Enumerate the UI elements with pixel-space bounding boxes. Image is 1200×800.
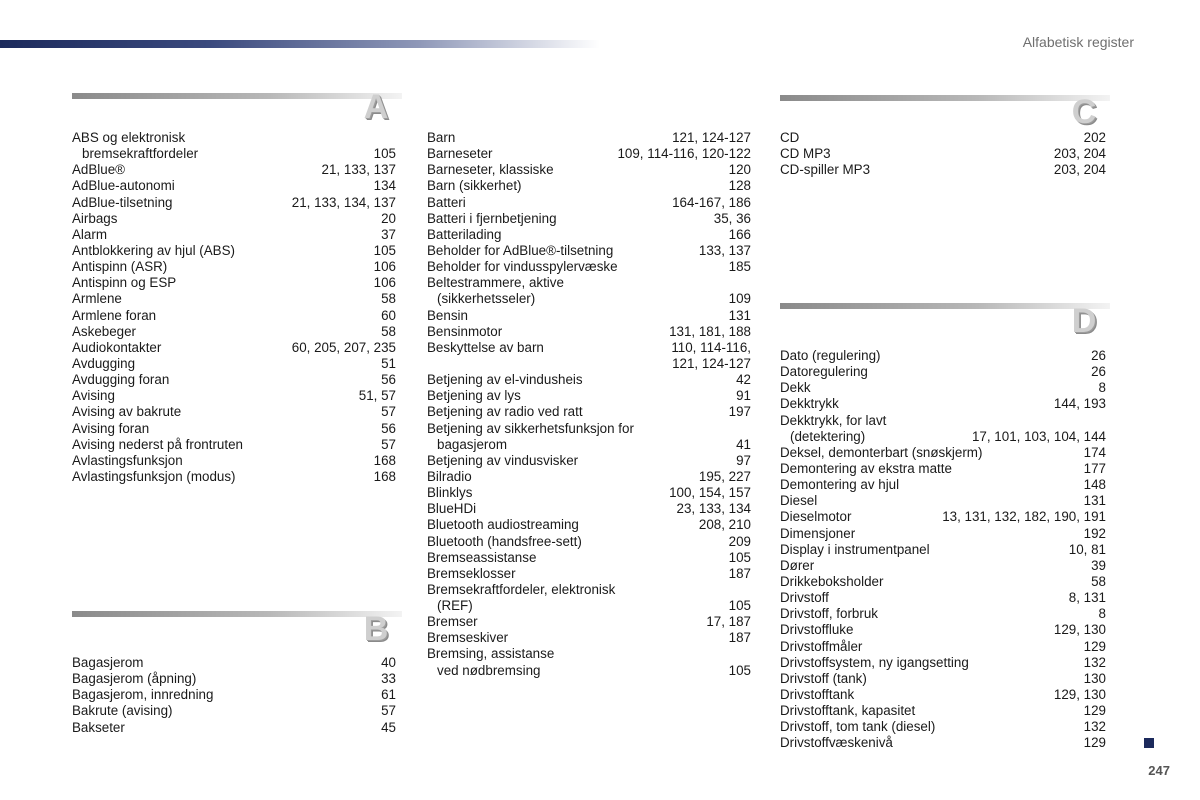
index-entry: BlueHDi 23, 133, 134 bbox=[427, 501, 751, 517]
index-entry: 121, 124-127 bbox=[672, 355, 751, 371]
index-entry: Demontering av hjul 148 bbox=[780, 477, 1106, 493]
index-entry: Antispinn og ESP 106 bbox=[72, 275, 396, 291]
index-entry: Dimensjoner 192 bbox=[780, 525, 1106, 541]
index-entry: Drivstoff (tank) 130 bbox=[780, 670, 1106, 686]
index-entry: Barneseter, klassiske 120 bbox=[427, 162, 751, 178]
index-entry: Blinklys 100, 154, 157 bbox=[427, 485, 751, 501]
index-entry: Avising nederst på frontruten 57 bbox=[72, 436, 396, 452]
index-entry: Betjening av vindusvisker 97 bbox=[427, 452, 751, 468]
index-entry: Bagasjerom 40 bbox=[72, 654, 396, 670]
index-entry: Barneseter 109, 114-116, 120-122 bbox=[427, 146, 751, 162]
index-entry: Batterilading 166 bbox=[427, 226, 751, 242]
section-b-letter: B bbox=[363, 610, 389, 648]
index-entry: Beltestrammere, aktive bbox=[427, 275, 564, 291]
index-entry: Dieselmotor 13, 131, 132, 182, 190, 191 bbox=[780, 509, 1106, 525]
index-entry: Drivstoffmåler 129 bbox=[780, 638, 1106, 654]
index-entry: Alarm 37 bbox=[72, 226, 396, 242]
index-entry: Drivstoff, tom tank (diesel) 132 bbox=[780, 719, 1106, 735]
section-a-bar bbox=[72, 93, 402, 99]
index-entry: CD MP3 203, 204 bbox=[780, 146, 1106, 162]
index-entry: (detektering) 17, 101, 103, 104, 144 bbox=[790, 428, 1106, 444]
index-entry: Display i instrumentpanel 10, 81 bbox=[780, 541, 1106, 557]
index-entry: Batteri 164-167, 186 bbox=[427, 194, 751, 210]
index-entry: Drivstoff 8, 131 bbox=[780, 590, 1106, 606]
index-entry: Dekktrykk 144, 193 bbox=[780, 396, 1106, 412]
index-entry: Avdugging 51 bbox=[72, 355, 396, 371]
index-entry: Bagasjerom (åpning) 33 bbox=[72, 671, 396, 687]
index-entry: Batteri i fjernbetjening 35, 36 bbox=[427, 210, 751, 226]
index-entry: Avising 51, 57 bbox=[72, 388, 396, 404]
index-entry: AdBlue® 21, 133, 137 bbox=[72, 162, 396, 178]
index-entry: ABS og elektronisk bbox=[72, 129, 186, 145]
index-entry: Bremseassistanse 105 bbox=[427, 549, 751, 565]
index-entry: Drivstofftank 129, 130 bbox=[780, 686, 1106, 702]
index-entry: Datoregulering 26 bbox=[780, 364, 1106, 380]
index-entry: Betjening av el-vindusheis 42 bbox=[427, 372, 751, 388]
index-entry: Bensinmotor 131, 181, 188 bbox=[427, 323, 751, 339]
index-list-a bbox=[72, 130, 396, 485]
section-c-bar bbox=[780, 95, 1110, 101]
index-entry: Demontering av ekstra matte 177 bbox=[780, 460, 1106, 476]
index-entry: Bremsing, assistanse bbox=[427, 646, 555, 662]
index-entry: Audiokontakter 60, 205, 207, 235 bbox=[72, 339, 396, 355]
index-entry: Bilradio 195, 227 bbox=[427, 468, 751, 484]
index-entry: Drivstoffsystem, ny igangsetting 132 bbox=[780, 654, 1106, 670]
index-entry: Bagasjerom, innredning 61 bbox=[72, 687, 396, 703]
index-entry: Drivstoffluke 129, 130 bbox=[780, 622, 1106, 638]
index-entry: Avlastingsfunksjon (modus) 168 bbox=[72, 468, 396, 484]
page-marker-square bbox=[1144, 738, 1154, 748]
index-entry: Bremseskiver 187 bbox=[427, 630, 751, 646]
index-entry: Drivstoff, forbruk 8 bbox=[780, 606, 1106, 622]
index-entry: Betjening av sikkerhetsfunksjon for bbox=[427, 420, 634, 436]
index-entry: ved nødbremsing 105 bbox=[437, 662, 751, 678]
index-entry: Bakrute (avising) 57 bbox=[72, 703, 396, 719]
index-list-b bbox=[72, 655, 396, 736]
index-entry: Drikkeboksholder 58 bbox=[780, 573, 1106, 589]
index-entry: Bensin 131 bbox=[427, 307, 751, 323]
index-entry: Bakseter 45 bbox=[72, 719, 396, 735]
section-a-letter: A bbox=[363, 88, 389, 126]
index-entry: (REF) 105 bbox=[437, 598, 751, 614]
index-entry: Avlastingsfunksjon 168 bbox=[72, 452, 396, 468]
index-entry: Bluetooth (handsfree-sett) 209 bbox=[427, 533, 751, 549]
index-entry: (sikkerhetsseler) 109 bbox=[437, 291, 751, 307]
index-list-d bbox=[780, 348, 1106, 752]
index-entry: Bremser 17, 187 bbox=[427, 614, 751, 630]
index-entry: Avdugging foran 56 bbox=[72, 372, 396, 388]
section-b-bar bbox=[72, 611, 402, 617]
index-entry: Armlene 58 bbox=[72, 291, 396, 307]
index-entry: Betjening av radio ved ratt 197 bbox=[427, 404, 751, 420]
index-entry: Barn 121, 124-127 bbox=[427, 129, 751, 145]
index-entry: Drivstoffvæskenivå 129 bbox=[780, 735, 1106, 751]
index-entry: Dato (regulering) 26 bbox=[780, 347, 1106, 363]
index-entry: CD-spiller MP3 203, 204 bbox=[780, 162, 1106, 178]
index-entry: Diesel 131 bbox=[780, 493, 1106, 509]
section-c-letter: C bbox=[1071, 93, 1097, 131]
page-number: 247 bbox=[1148, 763, 1170, 778]
index-entry: Antblokkering av hjul (ABS) 105 bbox=[72, 242, 396, 258]
index-entry: AdBlue-autonomi 134 bbox=[72, 178, 396, 194]
index-entry: Beholder for vindusspylervæske 185 bbox=[427, 259, 751, 275]
index-entry: Airbags 20 bbox=[72, 210, 396, 226]
section-d-letter: D bbox=[1071, 302, 1097, 340]
index-entry: bagasjerom 41 bbox=[437, 436, 751, 452]
index-entry: Drivstofftank, kapasitet 129 bbox=[780, 703, 1106, 719]
index-entry: Dører 39 bbox=[780, 557, 1106, 573]
index-entry: Askebeger 58 bbox=[72, 323, 396, 339]
index-entry: Bremseklosser 187 bbox=[427, 565, 751, 581]
index-entry: Betjening av lys 91 bbox=[427, 388, 751, 404]
section-d-bar bbox=[780, 303, 1110, 309]
index-entry: Barn (sikkerhet) 128 bbox=[427, 178, 751, 194]
index-entry: Avising foran 56 bbox=[72, 420, 396, 436]
index-entry: Armlene foran 60 bbox=[72, 307, 396, 323]
page-header-title: Alfabetisk register bbox=[1022, 34, 1134, 50]
index-entry: Dekktrykk, for lavt bbox=[780, 412, 887, 428]
index-entry: Deksel, demonterbart (snøskjerm) 174 bbox=[780, 444, 1106, 460]
index-list-b-continued bbox=[427, 130, 751, 679]
index-entry: bremsekraftfordeler 105 bbox=[82, 146, 396, 162]
index-entry: Bremsekraftfordeler, elektronisk bbox=[427, 581, 616, 597]
index-entry: AdBlue-tilsetning 21, 133, 134, 137 bbox=[72, 194, 396, 210]
index-entry: Dekk 8 bbox=[780, 380, 1106, 396]
index-entry: Beskyttelse av barn 110, 114-116, bbox=[427, 339, 751, 355]
header-accent-bar bbox=[0, 40, 600, 48]
index-entry: Bluetooth audiostreaming 208, 210 bbox=[427, 517, 751, 533]
index-entry: Beholder for AdBlue®-tilsetning 133, 137 bbox=[427, 242, 751, 258]
index-entry: Avising av bakrute 57 bbox=[72, 404, 396, 420]
index-entry: Antispinn (ASR) 106 bbox=[72, 259, 396, 275]
index-list-c bbox=[780, 130, 1106, 178]
index-entry: CD 202 bbox=[780, 129, 1106, 145]
